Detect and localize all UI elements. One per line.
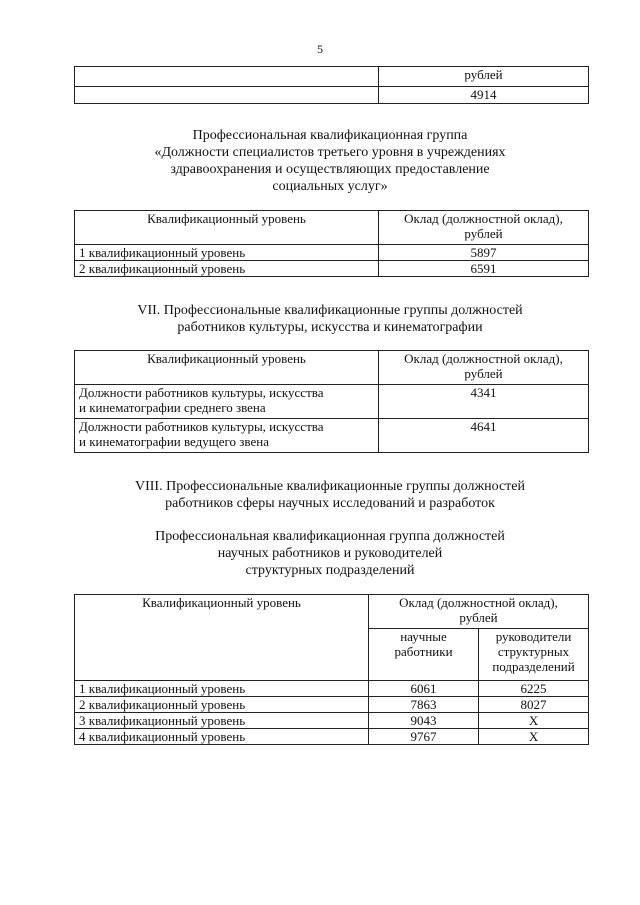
- section3-subheading: [70, 528, 590, 579]
- page-number: 5: [317, 42, 323, 56]
- row-heads-salary: 8027: [479, 697, 589, 713]
- row-scientists-salary: 6061: [369, 681, 479, 697]
- row-heads-salary: 6225: [479, 681, 589, 697]
- heading-line: «Должности специалистов третьего уровня в учреждениях: [154, 145, 506, 160]
- header-salary-line: рублей: [459, 610, 498, 625]
- row-salary: 4341: [379, 385, 589, 419]
- header-scientists: [369, 629, 479, 681]
- row-level: [75, 385, 379, 419]
- row-salary: 6591: [379, 261, 589, 277]
- heading-line: Профессиональная квалификационная группа: [192, 128, 468, 143]
- row-level: [75, 419, 379, 453]
- continuation-value: 4914: [379, 87, 589, 104]
- section2-heading: [70, 302, 590, 336]
- heading-line: научных работников и руководителей: [217, 546, 443, 561]
- row-salary: 5897: [379, 245, 589, 261]
- heading-line: социальных услуг»: [272, 179, 388, 194]
- header-level: Квалификационный уровень: [75, 595, 369, 681]
- row-level-line: Должности работников культуры, искусства: [79, 419, 324, 434]
- row-level: 3 квалификационный уровень: [75, 713, 369, 729]
- row-scientists-salary: 7863: [369, 697, 479, 713]
- header-salary-line: Оклад (должностной оклад),: [404, 211, 563, 226]
- header-salary-line: рублей: [464, 226, 503, 241]
- header-heads-line: подразделений: [492, 659, 575, 674]
- heading-line: структурных подразделений: [245, 563, 415, 578]
- row-level: 2 квалификационный уровень: [75, 261, 379, 277]
- heading-line: работников культуры, искусства и кинематографии: [177, 320, 483, 335]
- continuation-unit: рублей: [379, 67, 589, 87]
- section1-heading: [70, 127, 590, 195]
- row-heads-salary: X: [479, 729, 589, 745]
- header-salary: [379, 351, 589, 385]
- row-heads-salary: X: [479, 713, 589, 729]
- row-level: 1 квалификационный уровень: [75, 245, 379, 261]
- section3-heading: [70, 478, 590, 512]
- header-heads-line: руководители: [495, 629, 572, 644]
- header-scientists-line: научные: [400, 629, 447, 644]
- header-level: Квалификационный уровень: [75, 211, 379, 245]
- heading-line: работников сферы научных исследований и разработок: [165, 496, 495, 511]
- heading-line: Профессиональная квалификационная группа должностей: [155, 529, 505, 544]
- row-scientists-salary: 9043: [369, 713, 479, 729]
- row-level-line: и кинематографии ведущего звена: [79, 434, 269, 449]
- row-level-line: и кинематографии среднего звена: [79, 400, 266, 415]
- salary-table-2: [74, 350, 589, 453]
- header-salary: [379, 211, 589, 245]
- salary-table-3: [74, 594, 589, 745]
- heading-line: VIII. Профессиональные квалификационные группы должностей: [135, 479, 525, 494]
- continuation-empty-cell: [75, 67, 379, 87]
- header-salary-line: рублей: [464, 366, 503, 381]
- header-salary: [369, 595, 589, 629]
- continuation-empty-cell: [75, 87, 379, 104]
- header-scientists-line: работники: [394, 644, 453, 659]
- heading-line: здравоохранения и осуществляющих предоставление: [170, 162, 490, 177]
- header-heads-line: структурных: [497, 644, 570, 659]
- row-scientists-salary: 9767: [369, 729, 479, 745]
- header-salary-line: Оклад (должностной оклад),: [399, 595, 558, 610]
- continuation-table: [74, 66, 589, 104]
- header-heads: [479, 629, 589, 681]
- header-salary-line: Оклад (должностной оклад),: [404, 351, 563, 366]
- row-level: 2 квалификационный уровень: [75, 697, 369, 713]
- header-level: Квалификационный уровень: [75, 351, 379, 385]
- row-salary: 4641: [379, 419, 589, 453]
- heading-line: VII. Профессиональные квалификационные группы должностей: [137, 303, 523, 318]
- row-level: 1 квалификационный уровень: [75, 681, 369, 697]
- salary-table-1: [74, 210, 589, 277]
- row-level-line: Должности работников культуры, искусства: [79, 385, 324, 400]
- row-level: 4 квалификационный уровень: [75, 729, 369, 745]
